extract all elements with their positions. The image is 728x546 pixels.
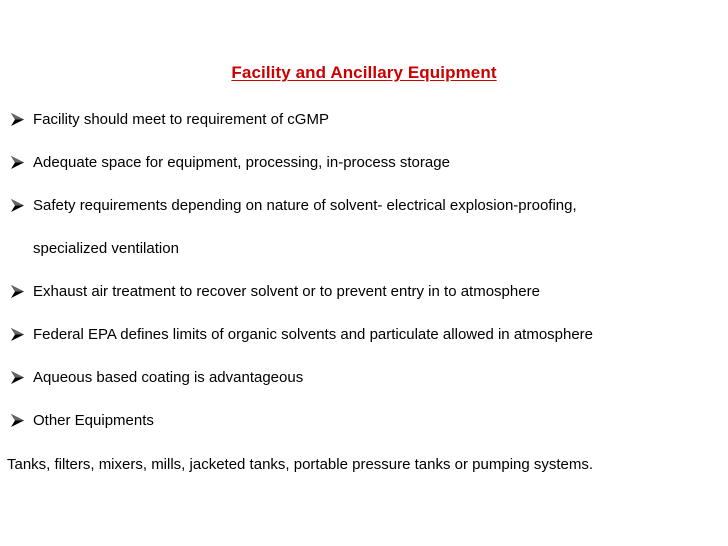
bullet-item xyxy=(10,411,722,454)
bullet-item xyxy=(10,325,722,368)
arrowhead-bullet-icon xyxy=(10,327,25,342)
bullet-item xyxy=(10,282,722,325)
arrowhead-bullet-icon xyxy=(10,413,25,428)
bullet-text: Safety requirements depending on nature of solvent- electrical explosion-proofing, xyxy=(33,197,577,214)
arrowhead-bullet-icon xyxy=(10,155,25,170)
bullet-text: Federal EPA defines limits of organic solvents and particulate allowed in atmosphere xyxy=(33,326,594,343)
bullet-text: Exhaust air treatment to recover solvent or to prevent entry in to atmosphere xyxy=(33,283,540,300)
slide-title: Facility and Ancillary Equipment xyxy=(231,63,497,82)
bullet-item xyxy=(10,368,722,411)
bullet-list xyxy=(10,110,722,454)
arrowhead-bullet-icon xyxy=(10,284,25,299)
bullet-item xyxy=(10,110,722,153)
bullet-continuation xyxy=(10,239,722,282)
arrowhead-bullet-icon xyxy=(10,198,25,213)
bullet-item xyxy=(10,196,722,239)
arrowhead-bullet-icon xyxy=(10,112,25,127)
bullet-text: Aqueous based coating is advantageous xyxy=(33,369,304,386)
bullet-item xyxy=(10,153,722,196)
arrowhead-bullet-icon xyxy=(10,370,25,385)
bullet-text: Facility should meet to requirement of cGMP xyxy=(33,111,329,128)
equipment-list-text: Tanks, filters, mixers, mills, jacketed tanks, portable pressure tanks or pumping systems. xyxy=(7,456,594,473)
bullet-text: Adequate space for equipment, processing, in-process storage xyxy=(33,154,450,171)
bullet-text: Other Equipments xyxy=(33,412,154,429)
bullet-text: specialized ventilation xyxy=(33,240,179,257)
